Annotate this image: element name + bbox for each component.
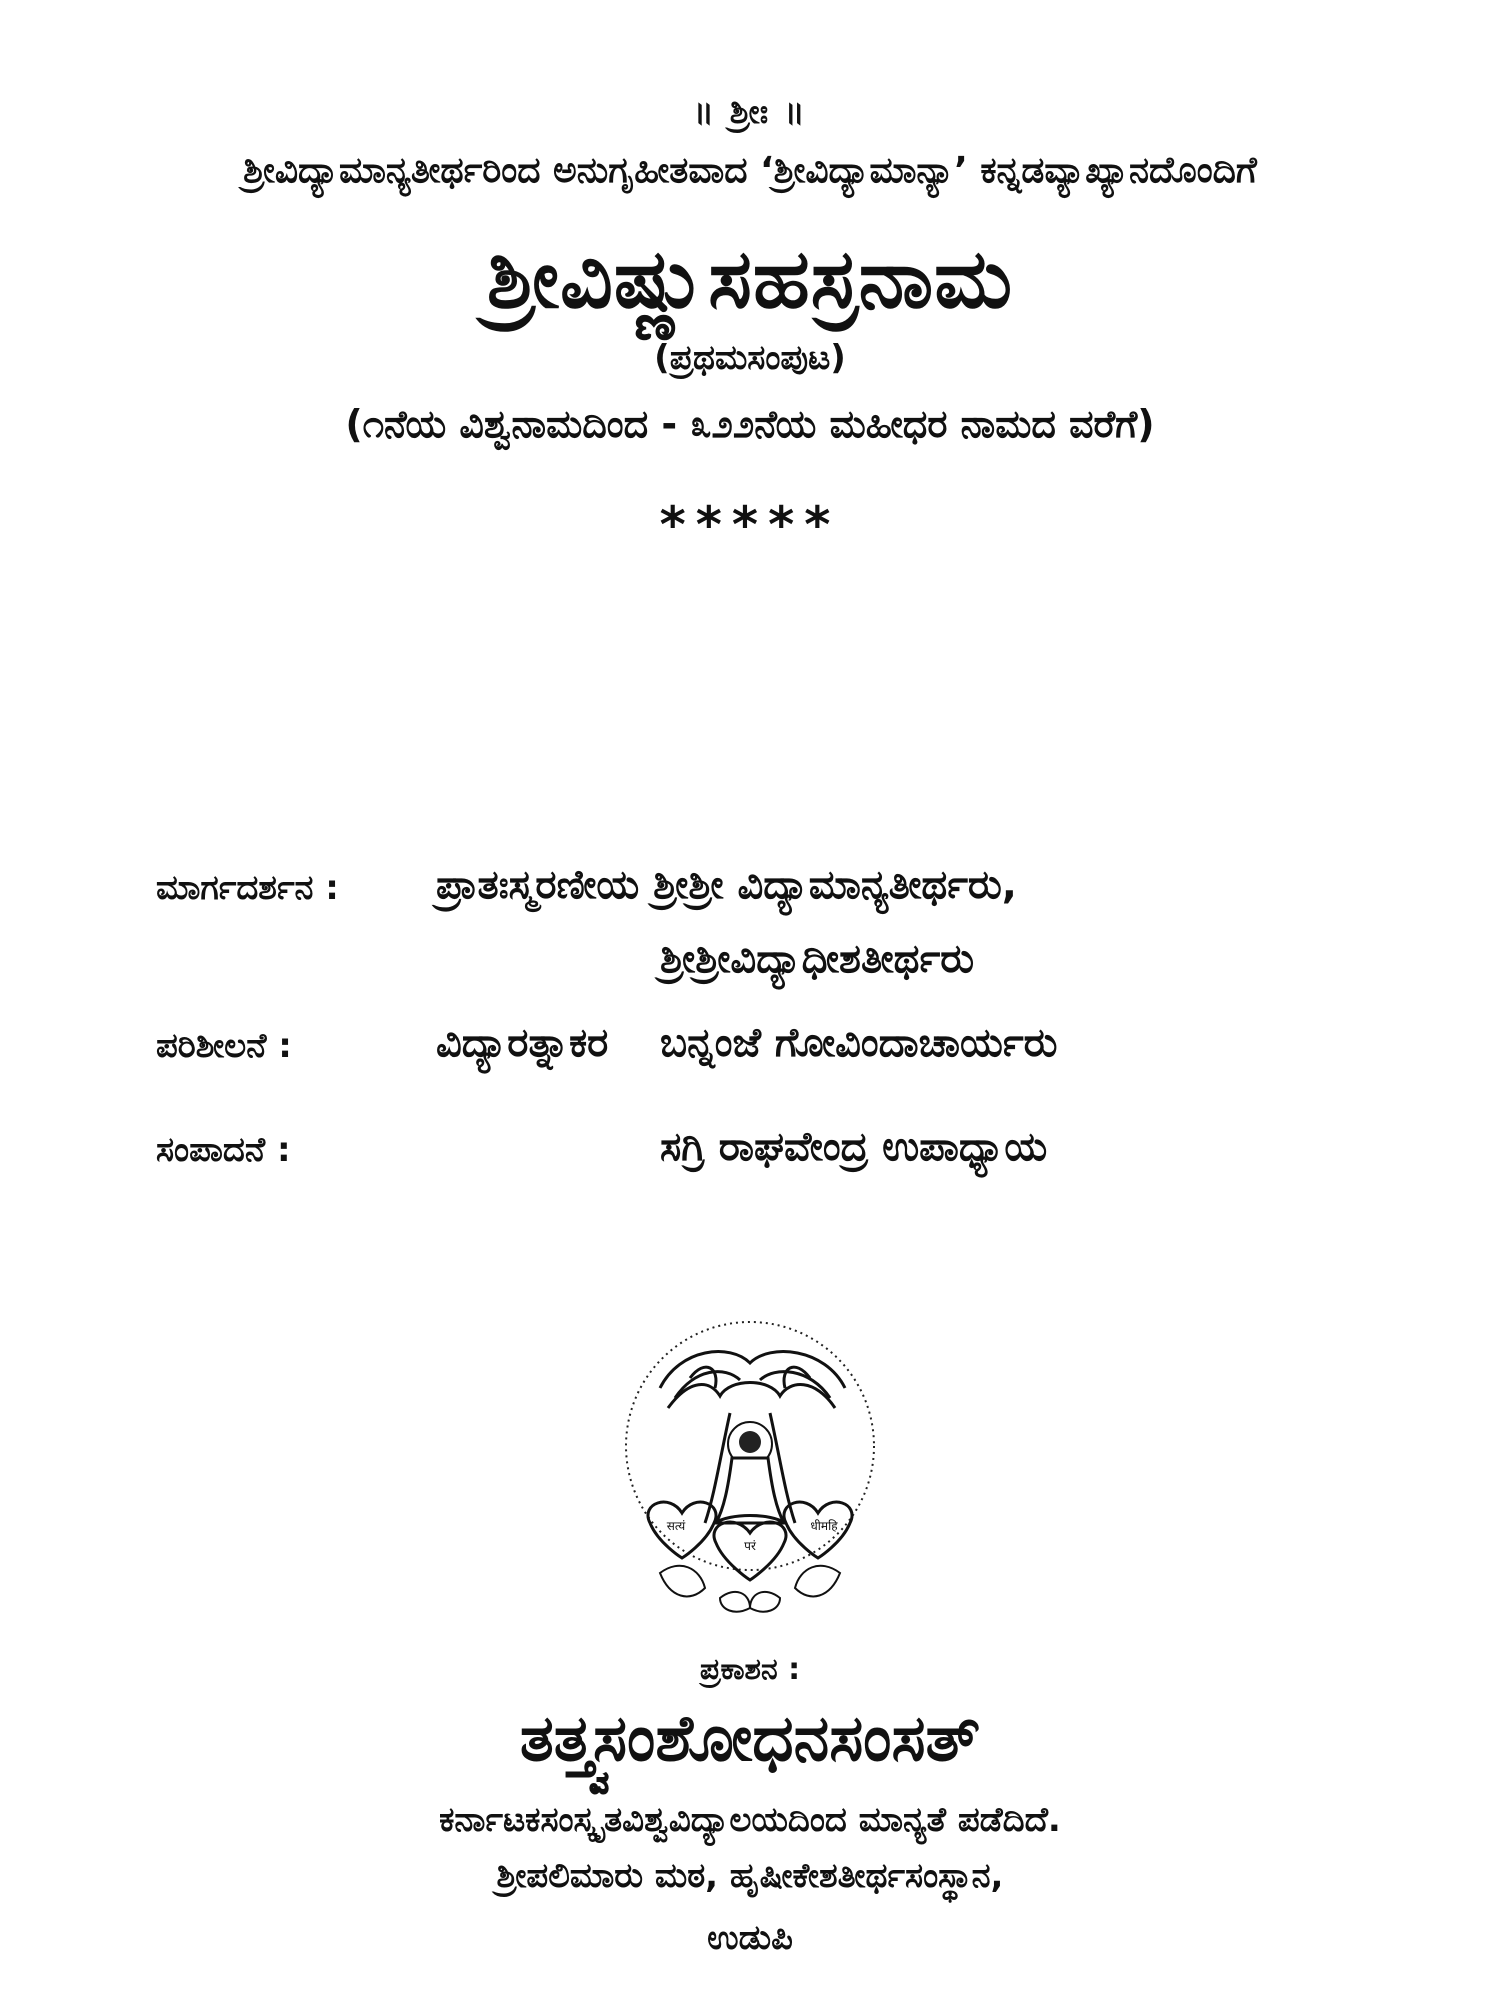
review-title: ವಿದ್ಯಾರತ್ನಾಕರ	[436, 1020, 609, 1066]
guidance-line-2: ಶ್ರೀಶ್ರೀವಿದ್ಯಾಧೀಶತೀರ್ಥರು	[660, 936, 975, 982]
invocation-line: ॥ ಶ್ರೀಃ ॥	[693, 92, 807, 132]
emblem-left-heart-text: सत्यं	[666, 1519, 686, 1533]
publisher-address-line: ಶ್ರೀಪಲಿಮಾರು ಮಠ, ಹೃಷೀಕೇಶತೀರ್ಥಸಂಸ್ಥಾನ,	[496, 1856, 1004, 1896]
publisher-name: ತತ್ತ್ವಸಂಶೋಧನಸಂಸತ್	[519, 1702, 981, 1776]
emblem-petals	[660, 1566, 840, 1612]
volume-label: (ಪ್ರಥಮಸಂಪುಟ)	[654, 338, 846, 378]
publisher-label: ಪ್ರಕಾಶನ :	[699, 1652, 801, 1687]
review-label: ಪರಿಶೀಲನೆ :	[156, 1026, 292, 1066]
emblem-right-heart-text: धीमहि	[810, 1519, 838, 1533]
emblem-center-heart-text: परं	[744, 1539, 756, 1553]
page-title: ಶ್ರೀವಿಷ್ಣುಸಹಸ್ರನಾಮ	[486, 232, 1014, 327]
star-divider: *****	[659, 496, 841, 554]
review-name: ಬನ್ನಂಜೆ ಗೋವಿಂದಾಚಾರ್ಯರು	[660, 1020, 1058, 1066]
subtitle-line: ಶ್ರೀವಿದ್ಯಾಮಾನ್ಯತೀರ್ಥರಿಂದ ಅನುಗೃಹೀತವಾದ ‘ಶ್ರೀವಿದ್ಯಾಮಾನ್ಯಾ’ ಕನ್ನಡವ್ಯಾಖ್ಯಾನದೊಂದಿಗೆ	[243, 150, 1257, 191]
publisher-city-line: ಉಡುಪಿ	[707, 1918, 793, 1958]
emblem-head	[739, 1431, 761, 1453]
guidance-label: ಮಾರ್ಗದರ್ಶನ :	[156, 868, 339, 908]
emblem-seated-figure	[716, 1458, 784, 1523]
emblem-tree-canopy	[660, 1352, 845, 1408]
editing-label: ಸಂಪಾದನೆ :	[156, 1130, 291, 1170]
publisher-emblem-icon	[620, 1318, 880, 1620]
publisher-recognition-line: ಕರ್ನಾಟಕಸಂಸ್ಕೃತವಿಶ್ವವಿದ್ಯಾಲಯದಿಂದ ಮಾನ್ಯತೆ ಪಡೆದಿದೆ.	[439, 1800, 1061, 1840]
guidance-line-1: ಪ್ರಾತಃಸ್ಮರಣೀಯ ಶ್ರೀಶ್ರೀ ವಿದ್ಯಾಮಾನ್ಯತೀರ್ಥರು,	[436, 862, 1018, 908]
editing-name: ಸಗ್ರಿ ರಾಘವೇಂದ್ರ ಉಪಾಧ್ಯಾಯ	[660, 1124, 1048, 1170]
name-range-line: (೧ನೆಯ ವಿಶ್ವನಾಮದಿಂದ - ೩೨೨ನೆಯ ಮಹೀಧರ ನಾಮದ ವರೆಗೆ)	[345, 402, 1155, 446]
